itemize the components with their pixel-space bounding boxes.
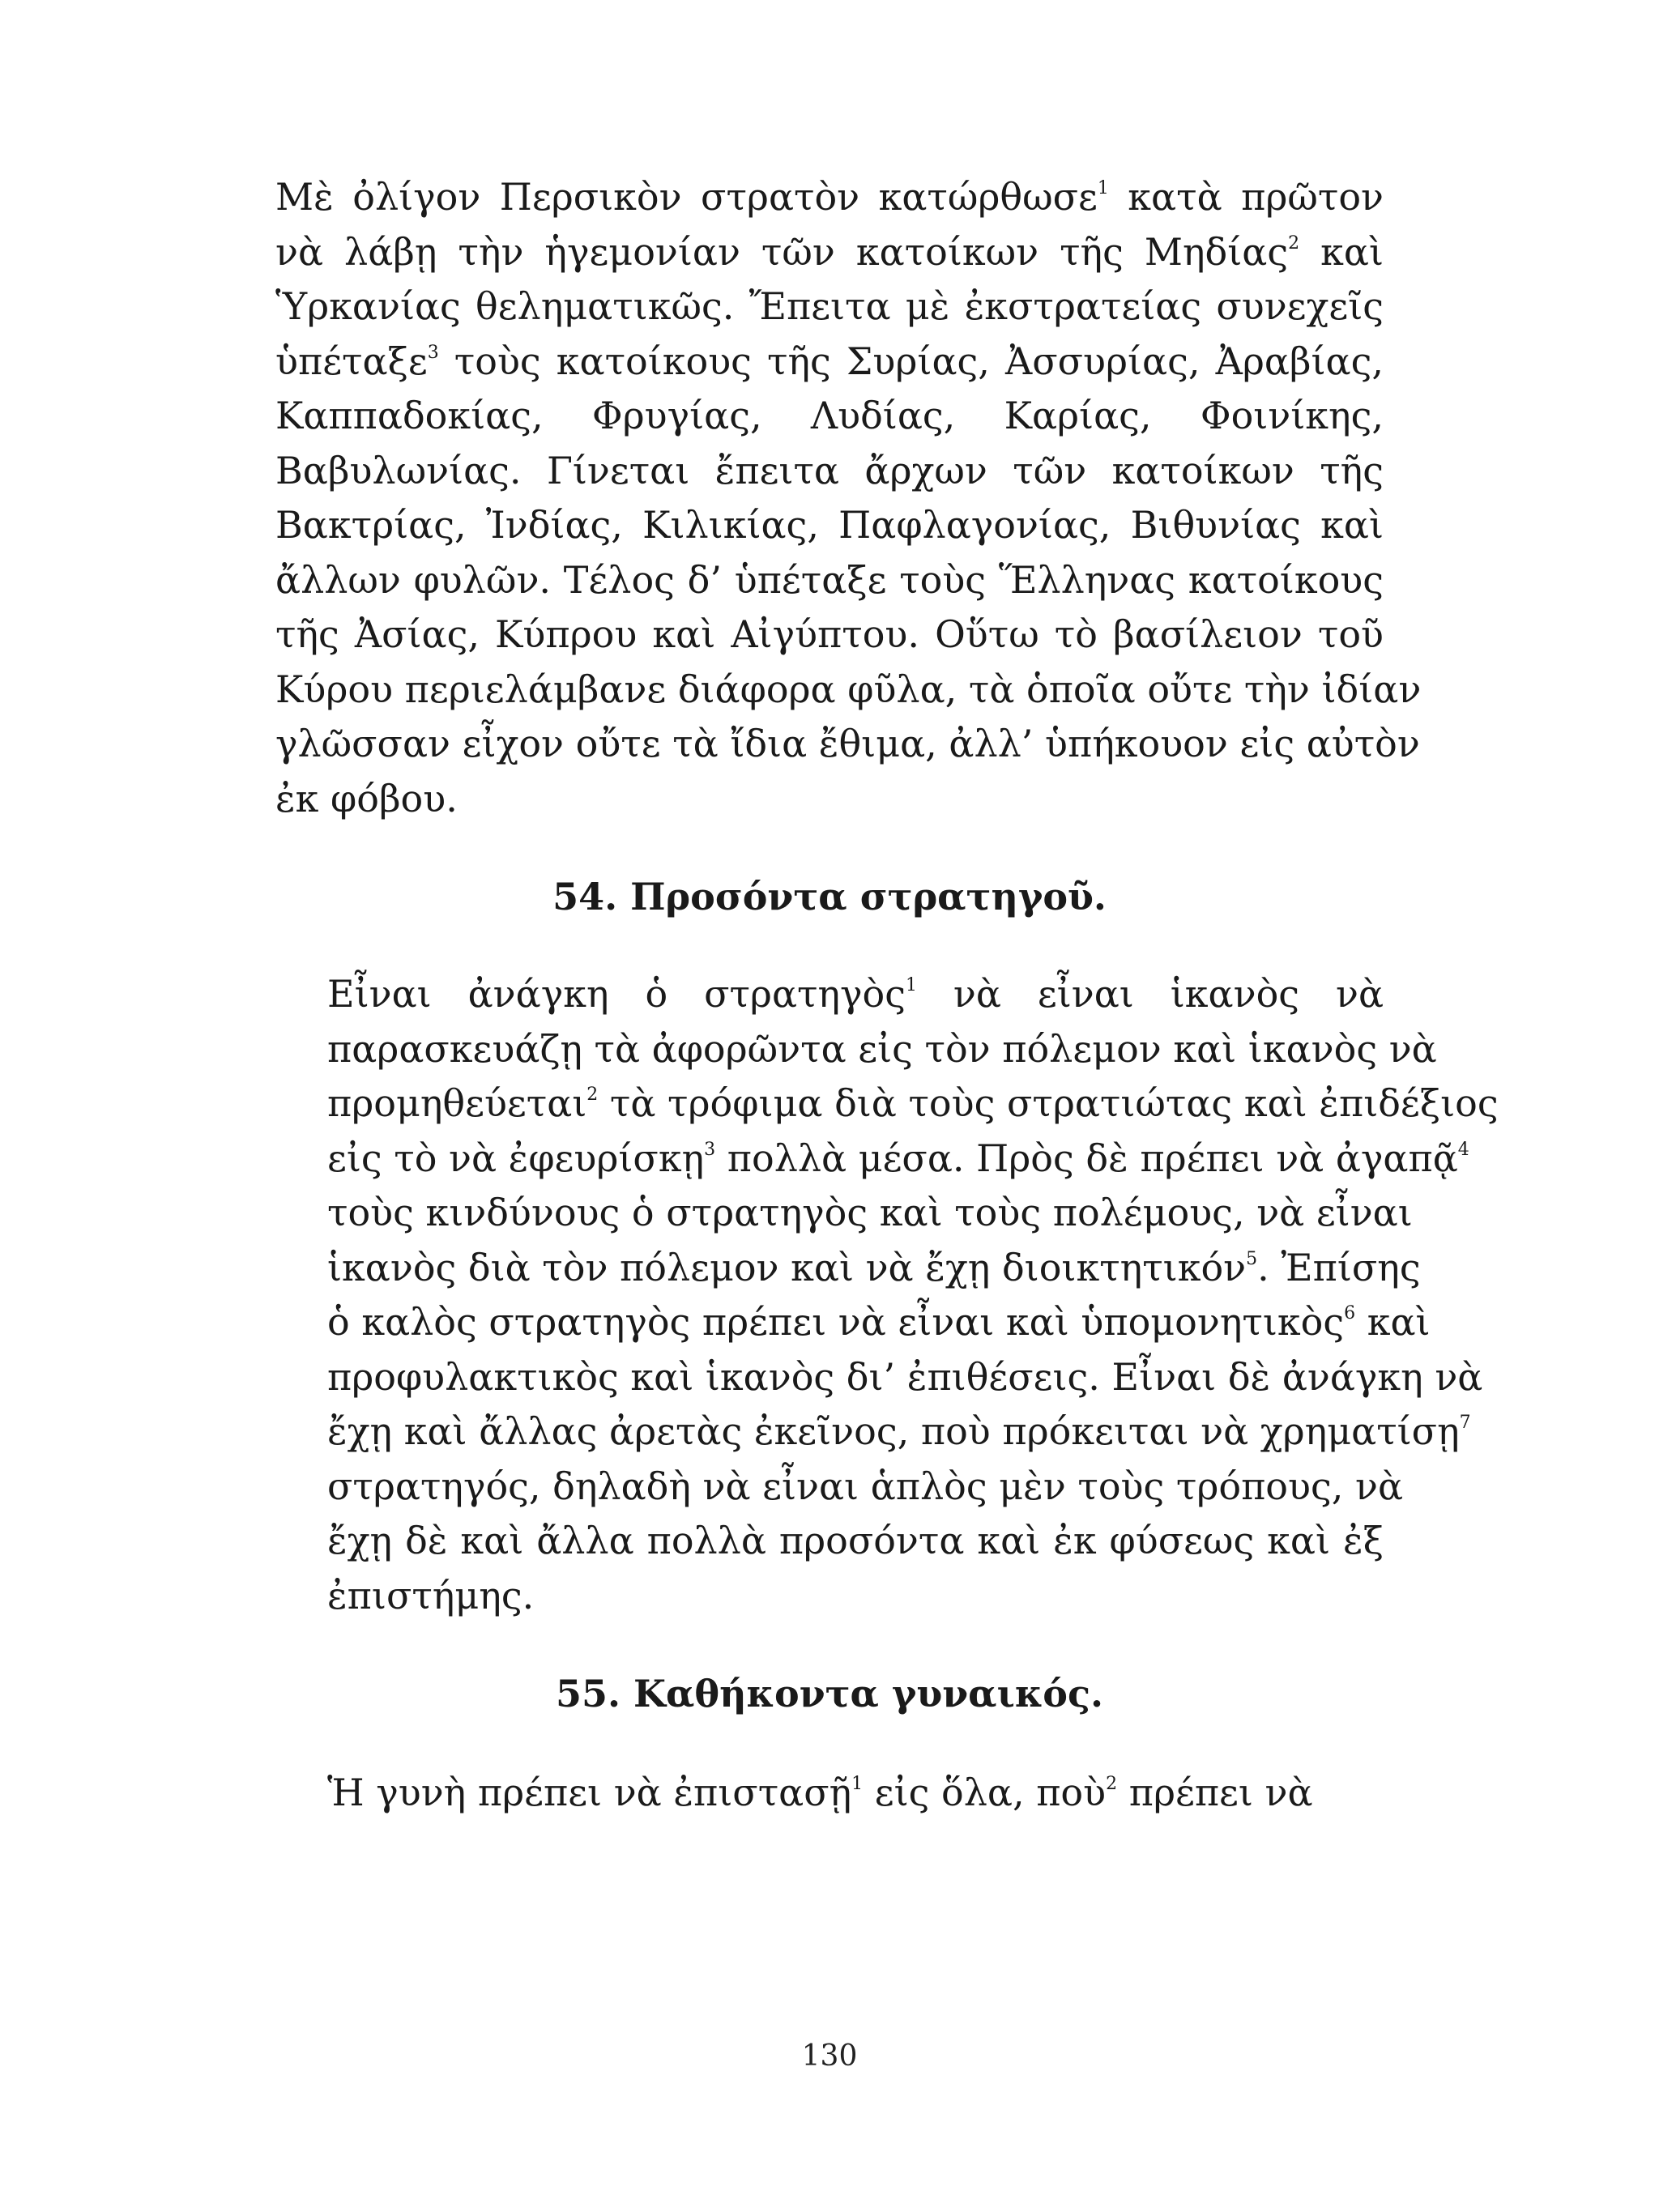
footnote-marker: 2 (586, 1085, 599, 1105)
section-heading-55: 55. Καθήκοντα γυναικός. (555, 1672, 1104, 1715)
footnote-marker: 5 (1246, 1248, 1258, 1269)
text-line: ἐκ φόβου. (275, 776, 458, 820)
footnote-marker: 7 (1459, 1413, 1471, 1433)
paragraph-3 (275, 1766, 1384, 1821)
text-line: Καππαδοκίας, Φρυγίας, Λυδίας, Καρίας, Φοινίκης, (275, 394, 1384, 437)
text-line: τοὺς κινδύνους ὁ στρατηγὸς καὶ τοὺς πολέμους, νὰ εἶναι (327, 1191, 1413, 1234)
text-line: ἱκανὸς διὰ τὸν πόλεμον καὶ νὰ ἔχῃ διοικτητικόν$^5$. Ἐπίσης (327, 1245, 1421, 1289)
footnote-marker: 3 (704, 1139, 716, 1160)
text-line: Εἶναι ἀνάγκη ὁ στρατηγὸς$^1$ νὰ εἶναι ἱκανὸς νὰ (327, 972, 1384, 1016)
text-line: Βακτρίας, Ἰνδίας, Κιλικίας, Παφλαγονίας, Βιθυνίας καὶ (275, 503, 1384, 547)
text-line: γλῶσσαν εἶχον οὔτε τὰ ἴδια ἔθιμα, ἀλλ’ ὑπήκουον εἰς αὐτὸν (275, 722, 1420, 765)
text-line: ἔχῃ καὶ ἄλλας ἀρετὰς ἐκεῖνος, ποὺ πρόκειται νὰ χρηματίσῃ$^7$ (327, 1409, 1471, 1453)
paragraph-2 (275, 967, 1499, 1623)
text-line: εἰς τὸ νὰ ἐφευρίσκῃ$^3$ πολλὰ μέσα. Πρὸς δὲ πρέπει νὰ ἀγαπᾷ$^4$ (327, 1136, 1469, 1180)
footnote-marker: 1 (1097, 178, 1109, 198)
text-line: τῆς Ἀσίας, Κύπρου καὶ Αἰγύπτου. Οὕτω τὸ βασίλειον τοῦ (275, 612, 1384, 656)
page-body (275, 170, 1499, 1821)
text-line: Ὑρκανίας θεληματικῶς. Ἔπειτα μὲ ἐκστρατείας συνεχεῖς (275, 284, 1384, 328)
footnote-marker: 2 (1106, 1774, 1118, 1794)
text-line: νὰ λάβῃ τὴν ἡγεμονίαν τῶν κατοίκων τῆς Μηδίας$^2$ καὶ (275, 229, 1384, 274)
section-heading-54: 54. Προσόντα στρατηγοῦ. (552, 875, 1107, 918)
text-line: ὑπέταξε$^3$ τοὺς κατοίκους τῆς Συρίας, Ἀσσυρίας, Ἀραβίας, (275, 339, 1384, 383)
text-line: προμηθεύεται$^2$ τὰ τρόφιμα διὰ τοὺς στρατιώτας καὶ ἐπιδέξιος (327, 1081, 1499, 1125)
text-line: παρασκευάζῃ τὰ ἀφορῶντα εἰς τὸν πόλεμον καὶ ἱκανὸς νὰ (327, 1026, 1437, 1071)
text-line: ἐπιστήμης. (327, 1573, 535, 1617)
text-line: ὁ καλὸς στρατηγὸς πρέπει νὰ εἶναι καὶ ὑπομονητικὸς$^6$ καὶ (327, 1300, 1431, 1344)
footnote-marker: 1 (851, 1774, 864, 1794)
text-line: προφυλακτικὸς καὶ ἱκανὸς δι’ ἐπιθέσεις. Εἶναι δὲ ἀνάγκη νὰ (327, 1354, 1483, 1399)
footnote-marker: 2 (1288, 232, 1300, 254)
paragraph-1 (275, 170, 1422, 826)
page-number: 130 (801, 2039, 858, 2073)
text-line: Μὲ ὀλίγον Περσικὸν στρατὸν κατώρθωσε$^1$ κατὰ πρῶτον (275, 175, 1384, 219)
footnote-marker: 1 (906, 975, 917, 995)
text-line: ἄλλων φυλῶν. Τέλος δ’ ὑπέταξε τοὺς Ἕλληνας κατοίκους (275, 557, 1384, 602)
footnote-marker: 4 (1457, 1139, 1469, 1160)
text-line: Ἡ γυνὴ πρέπει νὰ ἐπιστασῇ$^1$ εἰς ὅλα, ποὺ$^2$ πρέπει νὰ (327, 1771, 1313, 1814)
text-line: στρατηγός, δηλαδὴ νὰ εἶναι ἁπλὸς μὲν τοὺς τρόπους, νὰ (327, 1464, 1404, 1508)
footnote-marker: 6 (1344, 1303, 1356, 1323)
text-line: ἔχῃ δὲ καὶ ἄλλα πολλὰ προσόντα καὶ ἐκ φύσεως καὶ ἐξ (327, 1519, 1384, 1562)
footnote-marker: 3 (427, 342, 439, 363)
text-line: Κύρου περιελάμβανε διάφορα φῦλα, τὰ ὁποῖα οὔτε τὴν ἰδίαν (275, 667, 1422, 711)
text-line: Βαβυλωνίας. Γίνεται ἔπειτα ἄρχων τῶν κατοίκων τῆς (275, 448, 1384, 492)
